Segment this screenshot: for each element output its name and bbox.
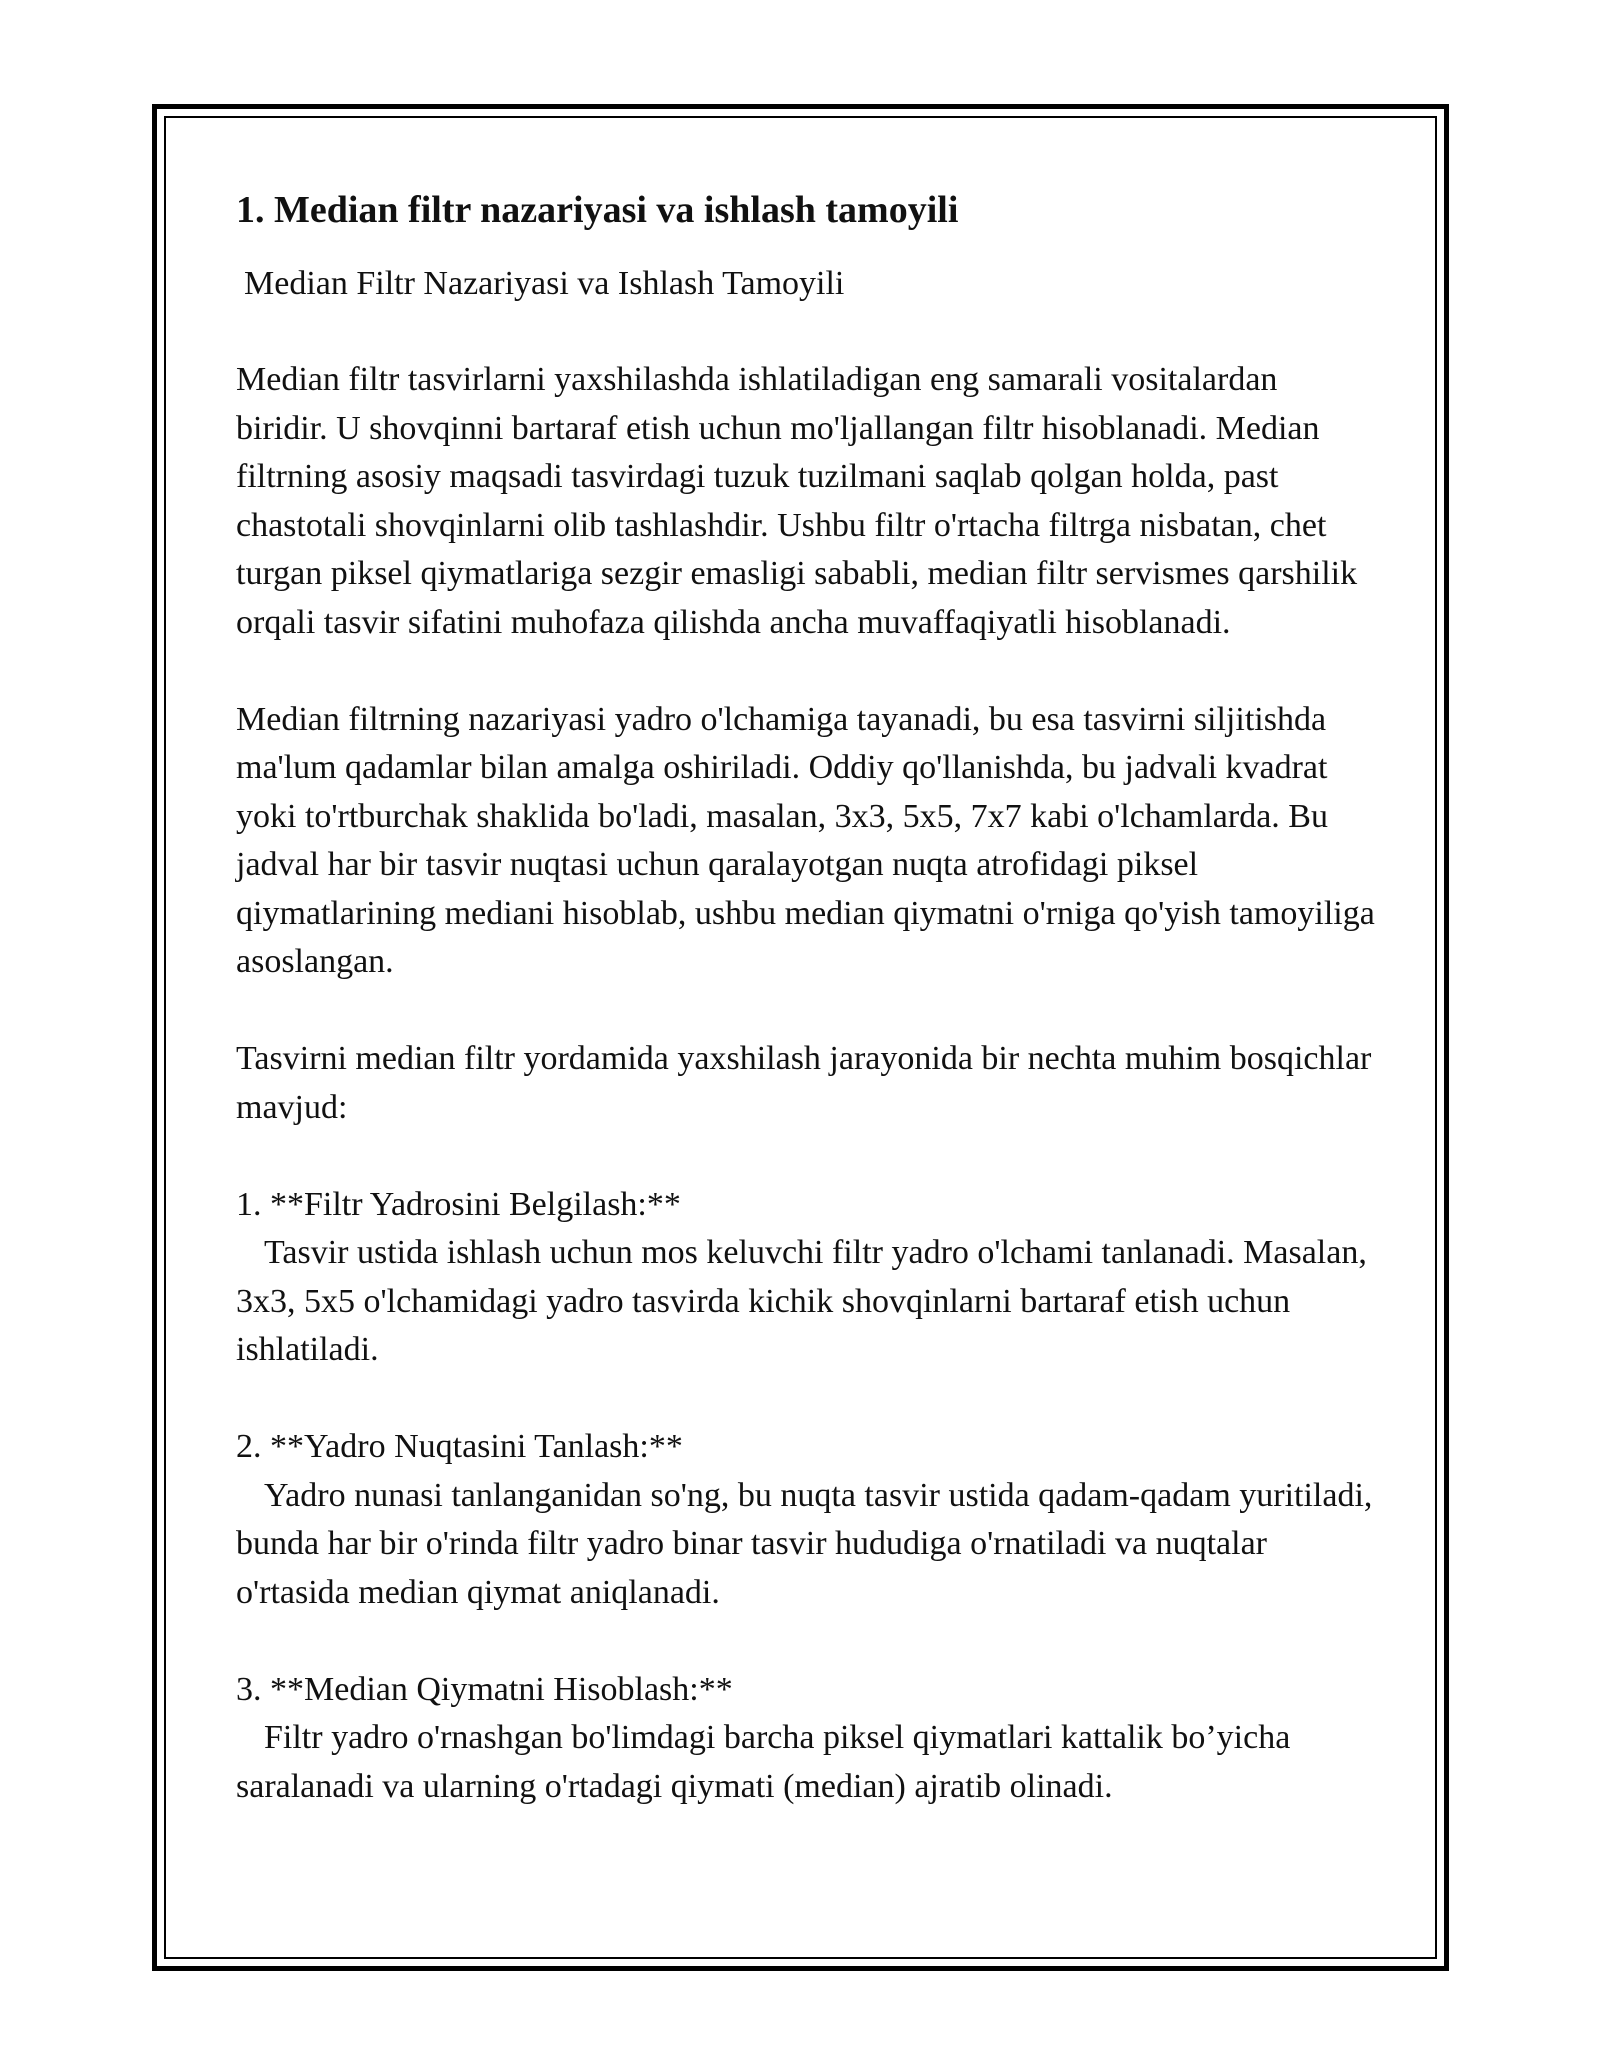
- list-item: [236, 1181, 1376, 1375]
- section-subheading: Median Filtr Nazariyasi va Ishlash Tamoyili: [244, 265, 845, 302]
- paragraph-intro: Median filtr tasvirlarni yaxshilashda ishlatiladigan eng samarali vositalardan biridir. U shovqinni bartaraf etish uchun mo'ljallangan filtr hisoblanadi. Median filtrning asosiy maqsadi tasvirdagi tuzuk tuzilmani saqlab qolgan holda, past chastotali shovqinlarni olib tashlashdir. Ushbu filtr o'rtacha filtrga nisbatan, chet turgan piksel qiymatlariga sezgir emasligi sababli, median filtr servismes qarshilik orqali tasvir sifatini muhofaza qilishda ancha muvaffaqiyatli hisoblanadi.: [236, 361, 1358, 641]
- paragraph-theory: Median filtrning nazariyasi yadro o'lchamiga tayanadi, bu esa tasvirni siljitishda ma'lum qadamlar bilan amalga oshiriladi. Oddiy qo'llanishda, bu jadvali kvadrat yoki to'rtburchak shaklida bo'ladi, masalan, 3x3, 5x5, 7x7 kabi o'lchamlarda. Bu jadval har bir tasvir nuqtasi uchun qaralayotgan nuqta atrofidagi piksel qiymatlarining mediani hisoblab, ushbu median qiymatni o'rniga qo'yish tamoyiliga asoslangan.: [236, 700, 1375, 980]
- step-title: 2. **Yadro Nuqtasini Tanlash:**: [236, 1428, 683, 1465]
- section-heading: 1. Median filtr nazariyasi va ishlash tamoyili: [236, 189, 959, 231]
- list-item: [236, 1423, 1376, 1617]
- step-body: Tasvir ustida ishlash uchun mos keluvchi filtr yadro o'lchami tanlanadi. Masalan, 3x3, 5x5 o'lchamidagi yadro tasvirda kichik shovqinlarni bartaraf etish uchun ishlatiladi.: [236, 1234, 1367, 1368]
- document-body: [236, 186, 1376, 1860]
- list-item: [236, 1666, 1376, 1812]
- paragraph-steps-intro: Tasvirni median filtr yordamida yaxshilash jarayonida bir nechta muhim bosqichlar mavjud:: [236, 1040, 1372, 1126]
- step-title: 3. **Median Qiymatni Hisoblash:**: [236, 1670, 733, 1708]
- step-body: Filtr yadro o'rnashgan bo'limdagi barcha piksel qiymatlari kattalik bo’yicha saralanadi va ularning o'rtadagi qiymati (median) ajratib olinadi.: [236, 1719, 1291, 1805]
- step-title: 1. **Filtr Yadrosini Belgilash:**: [236, 1185, 681, 1223]
- step-body: Yadro nunasi tanlanganidan so'ng, bu nuqta tasvir ustida qadam-qadam yuritiladi, bunda har bir o'rinda filtr yadro binar tasvir hududiga o'rnatiladi va nuqtalar o'rtasida median qiymat aniqlanadi.: [236, 1476, 1373, 1611]
